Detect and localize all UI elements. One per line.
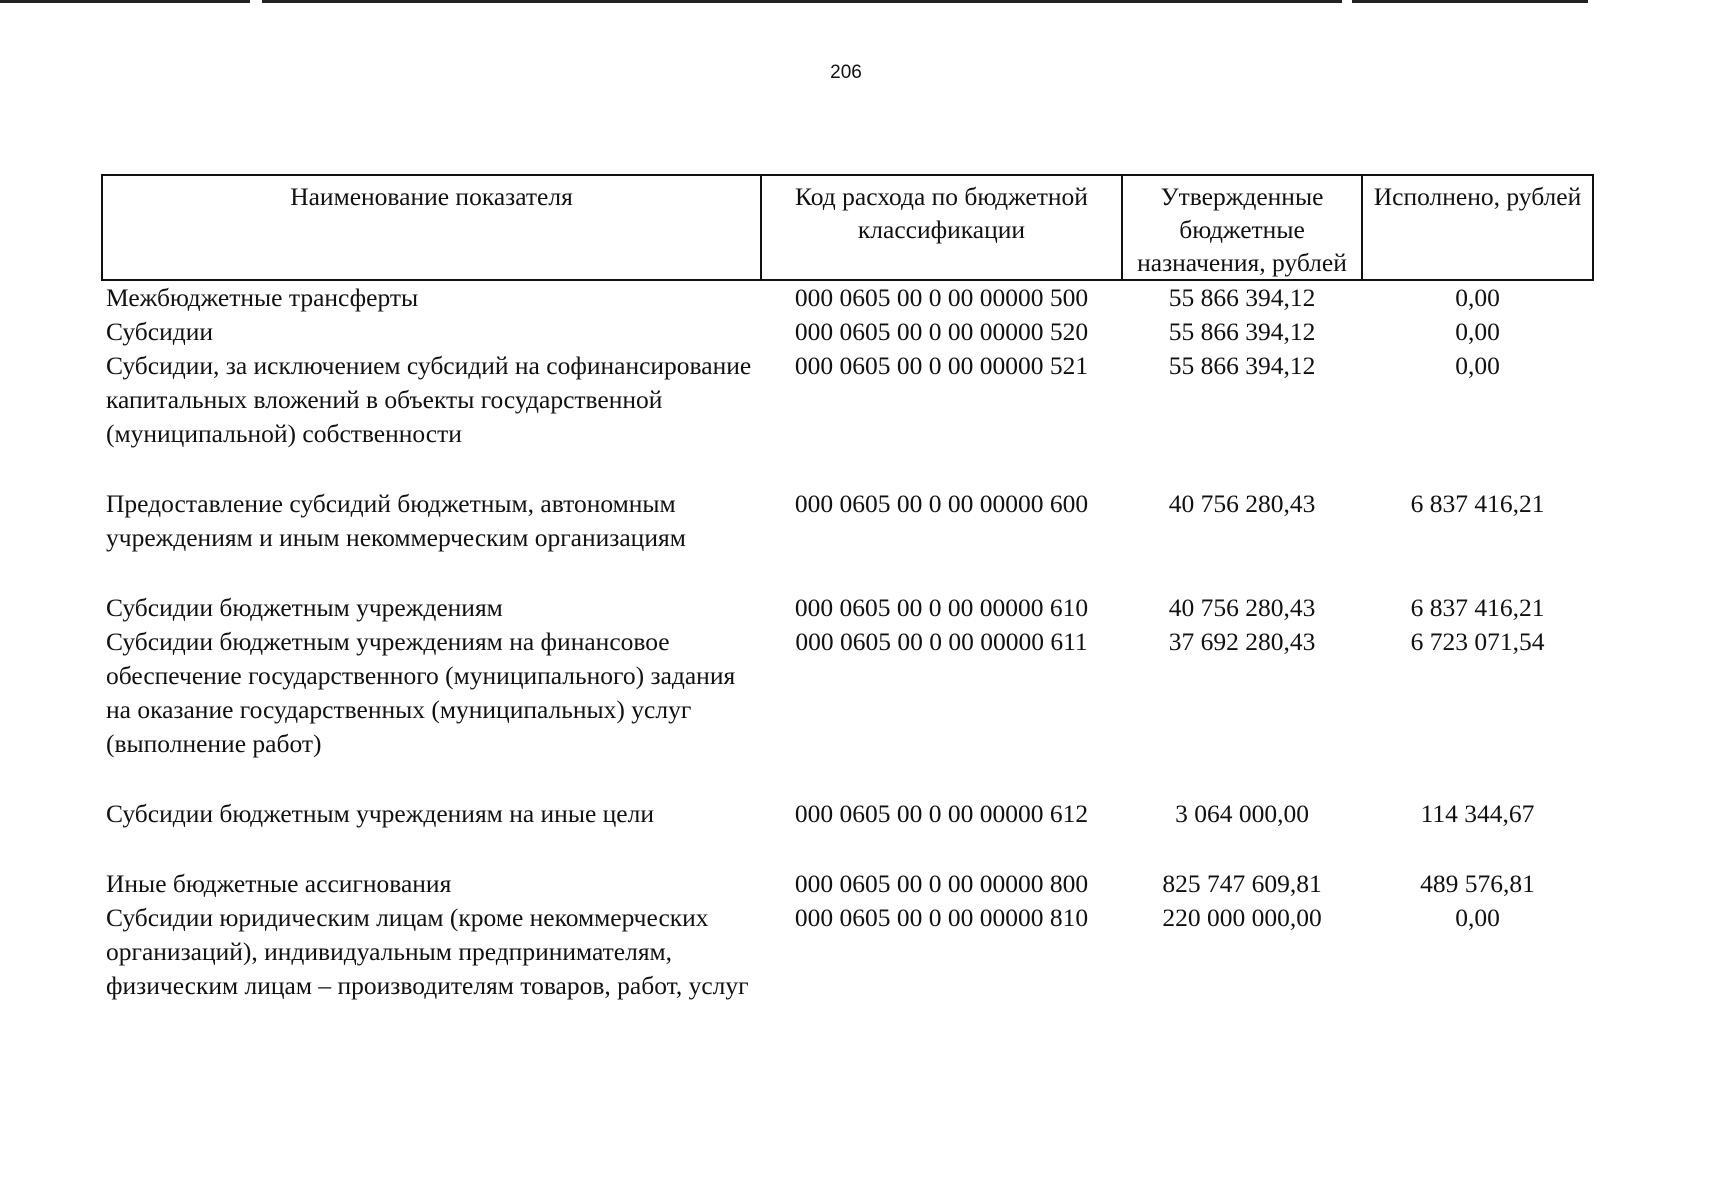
header-budget-code: Код расхода по бюджетной классификации	[761, 175, 1122, 280]
row-executed: 0,00	[1455, 317, 1500, 346]
header-indicator-name: Наименование показателя	[102, 175, 761, 280]
budget-execution-table	[101, 174, 1594, 1003]
row-code: 000 0605 00 0 00 00000 521	[794, 351, 1089, 380]
row-code: 000 0605 00 0 00 00000 611	[795, 627, 1088, 656]
row-name: Субсидии юридическим лицам (кроме некоммерческих организаций), индивидуальным предпринимателям, физическим лицам – производителям товаров, работ, услуг	[106, 903, 749, 1000]
scan-edge-right	[1352, 0, 1588, 3]
table-row	[102, 867, 1593, 901]
row-name: Субсидии бюджетным учреждениям на иные цели	[106, 799, 654, 828]
row-code: 000 0605 00 0 00 00000 800	[794, 869, 1089, 898]
row-code: 000 0605 00 0 00 00000 520	[794, 317, 1089, 346]
row-executed: 6 837 416,21	[1410, 593, 1545, 622]
page-number: 206	[830, 62, 862, 83]
row-approved: 220 000 000,00	[1162, 903, 1322, 932]
table-row	[102, 625, 1593, 797]
row-executed: 0,00	[1455, 903, 1500, 932]
row-name: Иные бюджетные ассигнования	[106, 869, 452, 898]
table-row	[102, 901, 1593, 1003]
row-name: Субсидии бюджетным учреждениям на финансовое обеспечение государственного (муниципального) задания на оказание государственных (муниципальных) услуг (выполнение работ)	[106, 627, 736, 758]
row-executed: 0,00	[1455, 351, 1500, 380]
header-executed-amount: Исполнено, рублей	[1362, 175, 1593, 280]
row-executed: 6 837 416,21	[1410, 489, 1545, 518]
row-executed: 114 344,67	[1420, 799, 1535, 828]
row-approved: 3 064 000,00	[1175, 799, 1309, 828]
table-row	[102, 797, 1593, 867]
row-code: 000 0605 00 0 00 00000 610	[794, 593, 1089, 622]
table-body	[102, 280, 1593, 1003]
header-approved-amount: Утвержденные бюджетные назначения, рублей	[1122, 175, 1362, 280]
row-approved: 55 866 394,12	[1168, 317, 1316, 346]
row-code: 000 0605 00 0 00 00000 612	[794, 799, 1089, 828]
row-name: Субсидии	[106, 317, 213, 346]
row-code: 000 0605 00 0 00 00000 600	[794, 489, 1089, 518]
table-row	[102, 280, 1593, 315]
row-approved: 825 747 609,81	[1162, 869, 1322, 898]
row-executed: 6 723 071,54	[1410, 627, 1545, 656]
table-header	[102, 175, 1593, 280]
scan-edge-middle	[262, 0, 1342, 3]
row-name: Предоставление субсидий бюджетным, автономным учреждениям и иным некоммерческим организациям	[106, 489, 686, 552]
row-executed: 0,00	[1455, 283, 1500, 312]
table-row	[102, 349, 1593, 487]
row-name: Субсидии бюджетным учреждениям	[106, 593, 503, 622]
row-name: Субсидии, за исключением субсидий на софинансирование капитальных вложений в объекты государственной (муниципальной) собственности	[106, 351, 752, 448]
row-code: 000 0605 00 0 00 00000 500	[794, 283, 1089, 312]
row-executed: 489 576,81	[1420, 869, 1535, 898]
header-row	[102, 175, 1593, 280]
row-approved: 55 866 394,12	[1168, 283, 1316, 312]
row-approved: 40 756 280,43	[1168, 489, 1316, 518]
row-approved: 55 866 394,12	[1168, 351, 1316, 380]
row-code: 000 0605 00 0 00 00000 810	[794, 903, 1089, 932]
row-approved: 40 756 280,43	[1168, 593, 1316, 622]
table-row	[102, 591, 1593, 625]
row-approved: 37 692 280,43	[1168, 627, 1316, 656]
row-name: Межбюджетные трансферты	[106, 283, 419, 312]
table-row	[102, 487, 1593, 591]
table-row	[102, 315, 1593, 349]
scan-edge-left	[0, 0, 250, 3]
